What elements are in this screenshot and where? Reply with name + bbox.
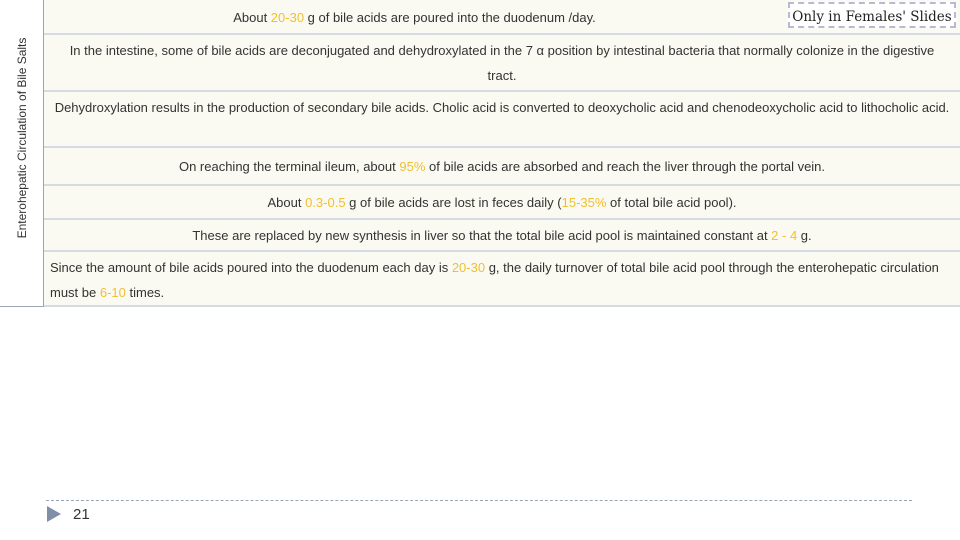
row-text-segment: These are replaced by new synthesis in liver so that the total bile acid pool is maintained constant at [192, 228, 772, 243]
content-row [44, 186, 960, 220]
row-text-segment: g. [797, 228, 812, 243]
content-row [44, 92, 960, 148]
row-text-segment: times. [125, 285, 165, 300]
row-text-segment: g of bile acids are poured into the duodenum /day. [304, 10, 596, 25]
females-only-badge: Only in Females' Slides [788, 2, 956, 28]
row-text-segment: About [267, 195, 306, 210]
content-row [44, 252, 960, 307]
row-text-segment: Since the amount of bile acids poured into the duodenum each day is [50, 260, 452, 275]
row-text [44, 95, 960, 120]
content-row [44, 220, 960, 252]
content-row [44, 148, 960, 186]
row-text [44, 5, 785, 30]
row-text [44, 255, 960, 305]
highlighted-value: 20-30 [270, 10, 305, 25]
footer-divider [46, 500, 912, 501]
row-text [44, 223, 960, 248]
row-text-segment: of bile acids are absorbed and reach the liver through the portal vein. [425, 159, 826, 174]
row-text-segment: Dehydroxylation results in the production of secondary bile acids. Cholic acid is converted to deoxycholic acid and chenodeoxycholic acid to lithocholic acid. [54, 100, 950, 115]
row-text-segment: About [233, 10, 271, 25]
row-text-segment: g, the daily turnover of total bile acid pool through the enterohepatic circulation must be [50, 260, 939, 300]
side-title-panel [0, 0, 44, 307]
highlighted-value: 95% [399, 159, 426, 174]
highlighted-value: 15-35% [561, 195, 607, 210]
row-text [44, 154, 960, 179]
play-arrow-icon [47, 506, 61, 522]
row-text-segment: g of bile acids are lost in feces daily ( [345, 195, 562, 210]
content-row [44, 35, 960, 92]
row-text [44, 38, 960, 88]
row-text-segment: In the intestine, some of bile acids are deconjugated and dehydroxylated in the 7 α position by intestinal bacteria that normally colonize in the digestive tract. [69, 43, 935, 83]
row-text-segment: of total bile acid pool). [606, 195, 737, 210]
row-text-segment: On reaching the terminal ileum, about [178, 159, 400, 174]
highlighted-value: 2 - 4 [771, 228, 798, 243]
highlighted-value: 0.3-0.5 [305, 195, 346, 210]
highlighted-value: 6-10 [99, 285, 126, 300]
side-title: Enterohepatic Circulation of Bile Salts [15, 37, 29, 239]
row-text [44, 190, 960, 215]
highlighted-value: 20-30 [451, 260, 486, 275]
page-number: 21 [73, 506, 90, 523]
